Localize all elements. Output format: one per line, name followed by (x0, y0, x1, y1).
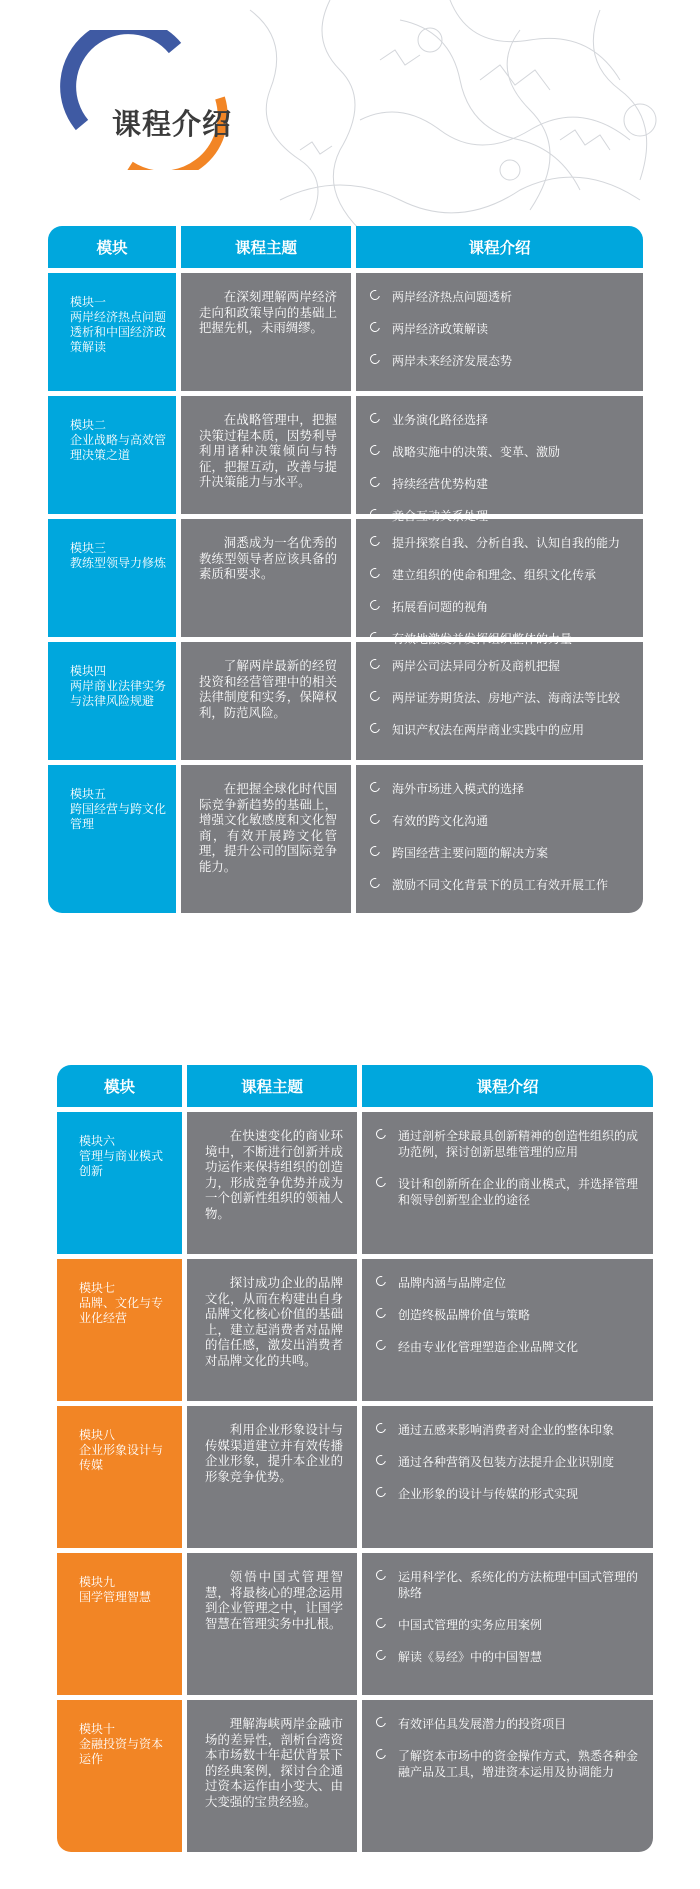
list-item-text: 两岸经济热点问题透析 (392, 290, 513, 304)
module-cell: 模块八 企业形象设计与传媒 (57, 1406, 182, 1548)
header-module: 模块 (48, 226, 176, 268)
list-item (370, 353, 629, 369)
intro-cell (362, 1406, 653, 1548)
circle-bullet-icon (374, 1747, 388, 1761)
circle-bullet-icon (368, 844, 382, 858)
intro-cell (356, 642, 643, 760)
list-item-text: 通过剖析全球最具创新精神的创造性组织的成功范例，探讨创新思维管理的应用 (398, 1129, 639, 1159)
list-item-text: 通过五感来影响消费者对企业的整体印象 (398, 1423, 615, 1437)
circle-bullet-icon (374, 1338, 388, 1352)
circle-bullet-icon (374, 1127, 388, 1141)
list-item (376, 1569, 639, 1601)
circle-bullet-icon (368, 320, 382, 334)
intro-cell (362, 1553, 653, 1695)
list-item-text: 企业形象的设计与传媒的形式实现 (398, 1487, 579, 1501)
intro-cell (362, 1112, 653, 1254)
circle-bullet-icon (368, 689, 382, 703)
circle-bullet-icon (368, 780, 382, 794)
circle-bullet-icon (374, 1715, 388, 1729)
list-item-text: 海外市场进入模式的选择 (392, 782, 525, 796)
list-item (376, 1339, 639, 1355)
circle-bullet-icon (374, 1421, 388, 1435)
list-item-text: 运用科学化、系统化的方法梳理中国式管理的脉络 (398, 1570, 639, 1600)
list-item (376, 1649, 639, 1665)
list-item-text: 通过各种营销及包装方法提升企业识别度 (398, 1455, 615, 1469)
list-item (376, 1128, 639, 1160)
intro-cell (356, 765, 643, 913)
list-item (376, 1716, 639, 1732)
list-item (370, 412, 629, 428)
table-row (57, 1700, 653, 1852)
list-item (370, 877, 629, 893)
circle-bullet-icon (374, 1274, 388, 1288)
list-item-text: 经由专业化管理塑造企业品牌文化 (398, 1340, 579, 1354)
topic-cell: 洞悉成为一名优秀的教练型领导者应该具备的素质和要求。 (181, 519, 351, 637)
list-item (370, 599, 629, 615)
list-item (376, 1176, 639, 1208)
list-item (376, 1617, 639, 1633)
circle-bullet-icon (368, 812, 382, 826)
header-topic: 课程主题 (181, 226, 351, 268)
list-item-text: 了解资本市场中的资金操作方式，熟悉各种金融产品及工具，增进资本运用及协调能力 (398, 1749, 639, 1779)
list-item-text: 竞合互动关系处理 (392, 509, 489, 523)
list-item (370, 321, 629, 337)
list-item-text: 创造终极品牌价值与策略 (398, 1308, 531, 1322)
table-row (48, 273, 643, 391)
list-item (376, 1307, 639, 1323)
circle-bullet-icon (368, 630, 382, 644)
header-intro: 课程介绍 (356, 226, 643, 268)
table-row (57, 1259, 653, 1401)
list-item-text: 品牌内涵与品牌定位 (398, 1276, 507, 1290)
list-item-text: 两岸公司法异同分析及商机把握 (392, 659, 561, 673)
topic-cell: 领悟中国式管理智慧，将最核心的理念运用到企业管理之中，让国学智慧在管理实务中扎根。 (187, 1553, 357, 1695)
header-topic: 课程主题 (187, 1065, 357, 1107)
list-item (370, 476, 629, 492)
module-cell: 模块一 两岸经济热点问题透析和中国经济政策解读 (48, 273, 176, 391)
circle-bullet-icon (368, 411, 382, 425)
circle-bullet-icon (374, 1485, 388, 1499)
list-item (370, 289, 629, 305)
list-item (370, 535, 629, 551)
circle-bullet-icon (368, 657, 382, 671)
course-table-2 (57, 1065, 653, 1852)
list-item (370, 631, 629, 647)
topic-cell: 了解两岸最新的经贸投资和经营管理中的相关法律制度和实务，保障权利，防范风险。 (181, 642, 351, 760)
topic-cell: 利用企业形象设计与传媒渠道建立并有效传播企业形象，提升本企业的形象竞争优势。 (187, 1406, 357, 1548)
header-module: 模块 (57, 1065, 182, 1107)
table-row (48, 765, 643, 913)
table-row (57, 1112, 653, 1254)
title-arc-decoration (60, 30, 240, 170)
table-header (57, 1065, 653, 1107)
list-item-text: 业务演化路径选择 (392, 413, 489, 427)
module-cell: 模块九 国学管理智慧 (57, 1553, 182, 1695)
list-item (376, 1486, 639, 1502)
list-item-text: 两岸未来经济发展态势 (392, 354, 513, 368)
list-item (370, 722, 629, 738)
list-item-text: 提升探察自我、分析自我、认知自我的能力 (392, 536, 621, 550)
list-item (376, 1275, 639, 1291)
module-cell: 模块五 跨国经营与跨文化管理 (48, 765, 176, 913)
list-item-text: 两岸证券期货法、房地产法、海商法等比较 (392, 691, 621, 705)
module-cell: 模块七 品牌、文化与专业化经营 (57, 1259, 182, 1401)
circle-bullet-icon (374, 1453, 388, 1467)
list-item (370, 690, 629, 706)
page-title: 课程介绍 (112, 107, 233, 141)
circle-bullet-icon (368, 288, 382, 302)
circle-bullet-icon (368, 598, 382, 612)
list-item (370, 658, 629, 674)
circle-bullet-icon (368, 721, 382, 735)
header-intro: 课程介绍 (362, 1065, 653, 1107)
list-item-text: 两岸经济政策解读 (392, 322, 489, 336)
list-item (370, 567, 629, 583)
circle-bullet-icon (374, 1175, 388, 1189)
circle-bullet-icon (368, 475, 382, 489)
circle-bullet-icon (368, 443, 382, 457)
intro-cell (356, 273, 643, 391)
circle-bullet-icon (368, 566, 382, 580)
list-item-text: 设计和创新所在企业的商业模式，并选择管理和领导创新型企业的途径 (398, 1177, 639, 1207)
list-item-text: 持续经营优势构建 (392, 477, 489, 491)
circle-bullet-icon (368, 352, 382, 366)
intro-cell (362, 1700, 653, 1852)
list-item-text: 有效的跨文化沟通 (392, 814, 489, 828)
topic-cell: 探讨成功企业的品牌文化，从而在构建出自身品牌文化核心价值的基础上，建立起消费者对品牌的信任感，激发出消费者对品牌文化的共鸣。 (187, 1259, 357, 1401)
list-item (370, 508, 629, 524)
topic-cell: 理解海峡两岸金融市场的差异性，剖析台湾资本市场数十年起伏背景下的经典案例，探讨台企通过资本运作由小变大、由大变强的宝贵经验。 (187, 1700, 357, 1852)
circle-bullet-icon (374, 1306, 388, 1320)
topic-cell: 在战略管理中，把握决策过程本质，因势利导利用诸种决策倾向与特征，把握互动，改善与提升决策能力与水平。 (181, 396, 351, 514)
module-cell: 模块四 两岸商业法律实务与法律风险规避 (48, 642, 176, 760)
list-item-text: 中国式管理的实务应用案例 (398, 1618, 543, 1632)
module-cell: 模块三 教练型领导力修炼 (48, 519, 176, 637)
list-item-text: 战略实施中的决策、变革、激励 (392, 445, 561, 459)
list-item (370, 813, 629, 829)
list-item (376, 1454, 639, 1470)
table-row (48, 396, 643, 523)
list-item-text: 有效评估具发展潜力的投资项目 (398, 1717, 567, 1731)
list-item (370, 781, 629, 797)
list-item-text: 跨国经营主要问题的解决方案 (392, 846, 549, 860)
table-row (57, 1553, 653, 1695)
list-item-text: 解读《易经》中的中国智慧 (398, 1650, 543, 1664)
list-item-text: 知识产权法在两岸商业实践中的应用 (392, 723, 585, 737)
circle-bullet-icon (368, 876, 382, 890)
list-item-text: 建立组织的使命和理念、组织文化传承 (392, 568, 597, 582)
module-cell: 模块六 管理与商业模式创新 (57, 1112, 182, 1254)
list-item-text: 有效地激发并发挥组织整体的力量 (392, 632, 573, 646)
topic-cell: 在快速变化的商业环境中，不断进行创新并成功运作来保持组织的创造力，形成竞争优势并成为一个创新性组织的领袖人物。 (187, 1112, 357, 1254)
intro-cell (356, 396, 643, 523)
topic-cell: 在把握全球化时代国际竞争新趋势的基础上，增强文化敏感度和文化智商，有效开展跨文化管理，提升公司的国际竞争能力。 (181, 765, 351, 913)
course-table-1 (48, 226, 643, 913)
module-cell: 模块二 企业战略与高效管理决策之道 (48, 396, 176, 514)
table-row (57, 1406, 653, 1548)
table-row (48, 519, 643, 646)
list-item-text: 激励不同文化背景下的员工有效开展工作 (392, 878, 609, 892)
list-item-text: 拓展看问题的视角 (392, 600, 489, 614)
circle-bullet-icon (374, 1648, 388, 1662)
circle-bullet-icon (368, 507, 382, 521)
table-header (48, 226, 643, 268)
list-item (370, 845, 629, 861)
circle-bullet-icon (374, 1616, 388, 1630)
intro-cell (362, 1259, 653, 1401)
topic-cell: 在深刻理解两岸经济走向和政策导向的基础上把握先机，未雨绸缪。 (181, 273, 351, 391)
circle-bullet-icon (374, 1568, 388, 1582)
table-row (48, 642, 643, 760)
module-cell: 模块十 金融投资与资本运作 (57, 1700, 182, 1852)
list-item (376, 1748, 639, 1780)
list-item (376, 1422, 639, 1438)
list-item (370, 444, 629, 460)
circle-bullet-icon (368, 534, 382, 548)
intro-cell (356, 519, 643, 646)
